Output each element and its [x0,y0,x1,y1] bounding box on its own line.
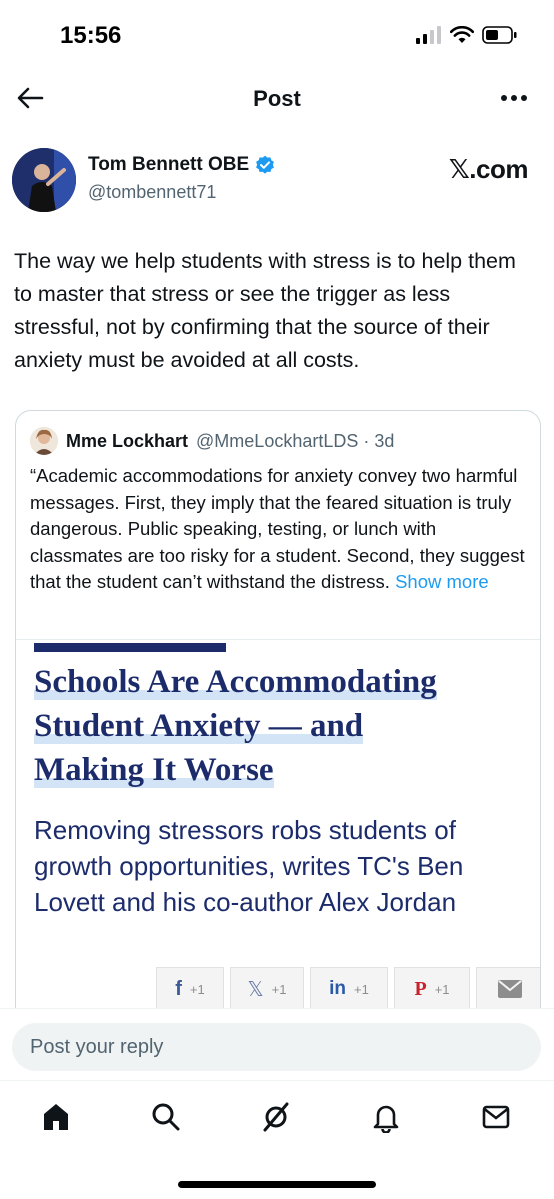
status-bar [0,0,554,70]
nav-grok[interactable] [254,1095,298,1139]
reply-bar [0,1008,554,1080]
notifications-icon [370,1101,402,1133]
quoted-author-name: Mme Lockhart [66,430,189,451]
linkedin-share-button[interactable] [310,967,388,1011]
status-icons [416,26,518,44]
reply-placeholder: Post your reply [30,1036,164,1058]
source-label: 𝕏.com [448,154,528,184]
quoted-post[interactable] [15,410,541,1030]
page-title: Post [253,86,301,111]
post-header [0,70,554,128]
post-author [12,146,542,212]
more-options-button[interactable] [496,80,532,116]
article-preview[interactable] [16,640,541,1030]
x-share-button[interactable] [230,967,304,1011]
quoted-text [30,463,530,596]
nav-home[interactable] [34,1095,78,1139]
article-title-line: Student Anxiety — and [34,708,364,744]
home-indicator [178,1181,376,1188]
wifi-icon [450,26,474,44]
nav-notifications[interactable] [364,1095,408,1139]
quoted-author-handle: @MmeLockhartLDS · 3d [196,430,395,451]
share-count: +1 [189,981,205,997]
linkedin-icon: in [329,978,347,999]
search-icon [150,1101,182,1133]
nav-search[interactable] [144,1095,188,1139]
home-icon [40,1101,72,1133]
verified-badge-icon [255,155,275,175]
author-avatar[interactable] [12,148,76,212]
pinterest-icon: P [414,977,427,1000]
facebook-icon: f [175,977,182,1000]
post-text: The way we help students with stress is to help them to master that stress or see the trigger as less stressful, not by confirming that the source of their anxiety must be avoided at all costs. [14,249,516,372]
status-time: 15:56 [60,22,122,49]
article-title-line: Schools Are Accommodating [34,664,437,700]
share-count: +1 [434,981,450,997]
author-name-row [88,154,275,176]
email-icon [498,980,522,998]
facebook-share-button[interactable] [156,967,224,1011]
messages-icon [480,1101,512,1133]
author-name[interactable]: Tom Bennett OBE [88,154,250,175]
nav-messages[interactable] [474,1095,518,1139]
share-count: +1 [271,981,287,997]
grok-icon [260,1101,292,1133]
x-icon: 𝕏 [247,978,264,1001]
battery-icon [482,26,518,44]
quoted-text-body: “Academic accommodations for anxiety convey two harmful messages. First, they imply that the feared situation is truly dangerous. Public speaking, testing, or lunch with classmates are too risky for a student. Second, they suggest that the student can’t withstand the distress. [30,465,525,592]
quoted-author [30,427,394,455]
share-buttons [156,967,541,1011]
email-share-button[interactable] [476,967,541,1011]
bottom-navigation [0,1080,554,1199]
pinterest-share-button[interactable] [394,967,470,1011]
show-more-link[interactable]: Show more [395,571,489,592]
more-horizontal-icon [500,94,528,102]
share-count: +1 [354,981,369,997]
article-accent-bar [34,643,226,652]
cellular-signal-icon [416,26,442,44]
author-handle[interactable]: @tombennett71 [88,182,217,202]
article-title-line: Making It Worse [34,752,274,788]
article-subtitle: Removing stressors robs students of growth opportunities, writes TC's Ben Lovett and his co-author Alex Jordan [34,815,464,917]
quoted-author-avatar [30,427,58,455]
reply-input[interactable] [12,1023,541,1071]
article-title [34,660,534,792]
